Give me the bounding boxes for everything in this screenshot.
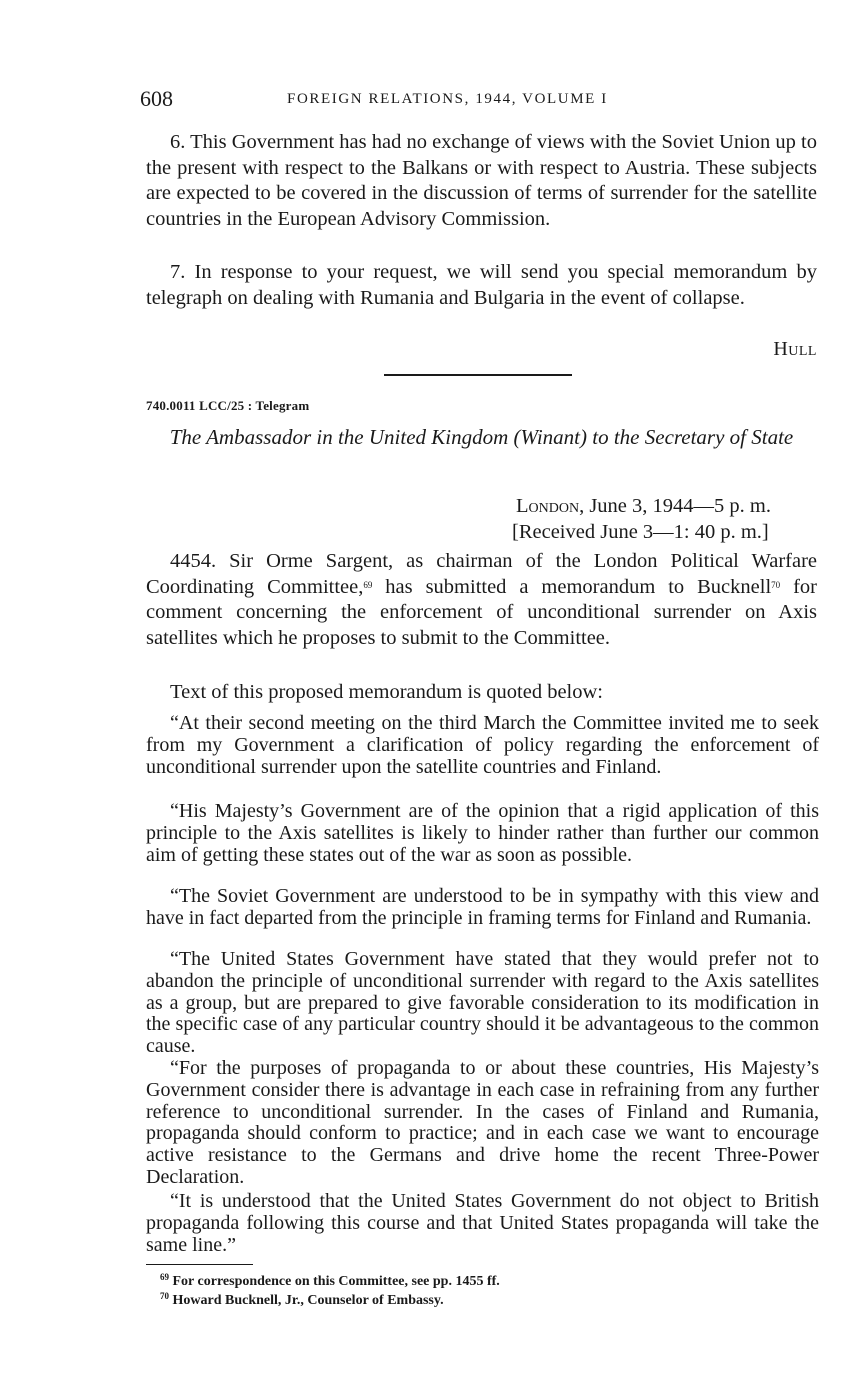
footnote-rule bbox=[146, 1264, 253, 1265]
quote-paragraph-6: “It is understood that the United States Government do not object to British propaganda following this course and that United States propaganda will take the same line.” bbox=[146, 1190, 819, 1256]
message-paragraph-2: Text of this proposed memorandum is quoted below: bbox=[170, 681, 603, 703]
running-title: FOREIGN RELATIONS, 1944, VOLUME I bbox=[287, 91, 608, 107]
dateline-place: London bbox=[516, 495, 580, 517]
paragraph-6: 6. This Government has had no exchange of views with the Soviet Union up to the present with respect to the Balkans or with respect to Austria. These subjects are expected to be covered in the discussion of terms of surrender for the satellite countries in the European Advisory Commission. bbox=[146, 131, 817, 230]
document-title: The Ambassador in the United Kingdom (Winant) to the Secretary of State bbox=[169, 425, 794, 449]
paragraph-text: 4454. Sir Orme Sargent, as chairman of the London Political Warfare Coordinating Committee, bbox=[146, 550, 817, 598]
footnote-mark: 70 bbox=[160, 1291, 169, 1301]
message-paragraph-1 bbox=[146, 549, 817, 651]
footnote-ref-70: 70 bbox=[771, 579, 781, 590]
quote-paragraph-3: “The Soviet Government are understood to be in sympathy with this view and have in fact departed from the principle in framing terms for Finland and Rumania. bbox=[146, 885, 819, 929]
received-note: [Received June 3—1: 40 p. m.] bbox=[512, 521, 769, 543]
quote-paragraph-5: “For the purposes of propaganda to or about these countries, His Majesty’s Government consider there is advantage in each case in refraining from any further reference to unconditional surrender. In the cases of Finland and Rumania, propaganda should conform to practice; and in each case we want to encourage active resistance to the Germans and drive home the recent Three-Power Declaration. bbox=[146, 1057, 819, 1188]
footnote-mark: 69 bbox=[160, 1272, 169, 1282]
quote-paragraph-1: “At their second meeting on the third March the Committee invited me to seek from my Government a clarification of policy regarding the enforcement of unconditional surrender upon the satellite countries and Finland. bbox=[146, 712, 819, 778]
dateline-date: , June 3, 1944—5 p. m. bbox=[579, 495, 771, 517]
page-number: 608 bbox=[140, 86, 173, 111]
footnote-69 bbox=[160, 1274, 500, 1290]
paragraph-text: has submitted a memorandum to Bucknell bbox=[372, 575, 772, 598]
footnote-text: Howard Bucknell, Jr., Counselor of Embassy. bbox=[169, 1293, 444, 1308]
quote-paragraph-2: “His Majesty’s Government are of the opinion that a rigid application of this principle to the Axis satellites is likely to hinder rather than further our common aim of getting these states out of the war as soon as possible. bbox=[146, 800, 819, 866]
dateline bbox=[516, 495, 771, 518]
section-divider bbox=[384, 374, 572, 376]
footnote-70 bbox=[160, 1293, 444, 1309]
paragraph-text: for comment concerning the enforcement of unconditional surrender on Axis satellites which he proposes to submit to the Committee. bbox=[146, 575, 817, 649]
footnote-ref-69: 69 bbox=[363, 579, 373, 590]
quote-paragraph-4: “The United States Government have stated that they would prefer not to abandon the principle of unconditional surrender with regard to the Axis satellites as a group, but are prepared to give favorable consideration to its modification in the specific case of any particular country should it be advantageous to the common cause. bbox=[146, 948, 819, 1058]
file-reference: 740.0011 LCC/25 : Telegram bbox=[146, 398, 310, 413]
paragraph-7: 7. In response to your request, we will send you special memorandum by telegraph on dealing with Rumania and Bulgaria in the event of collapse. bbox=[146, 261, 817, 309]
footnote-text: For correspondence on this Committee, see pp. 1455 ff. bbox=[169, 1274, 500, 1289]
signature: Hull bbox=[773, 338, 817, 360]
